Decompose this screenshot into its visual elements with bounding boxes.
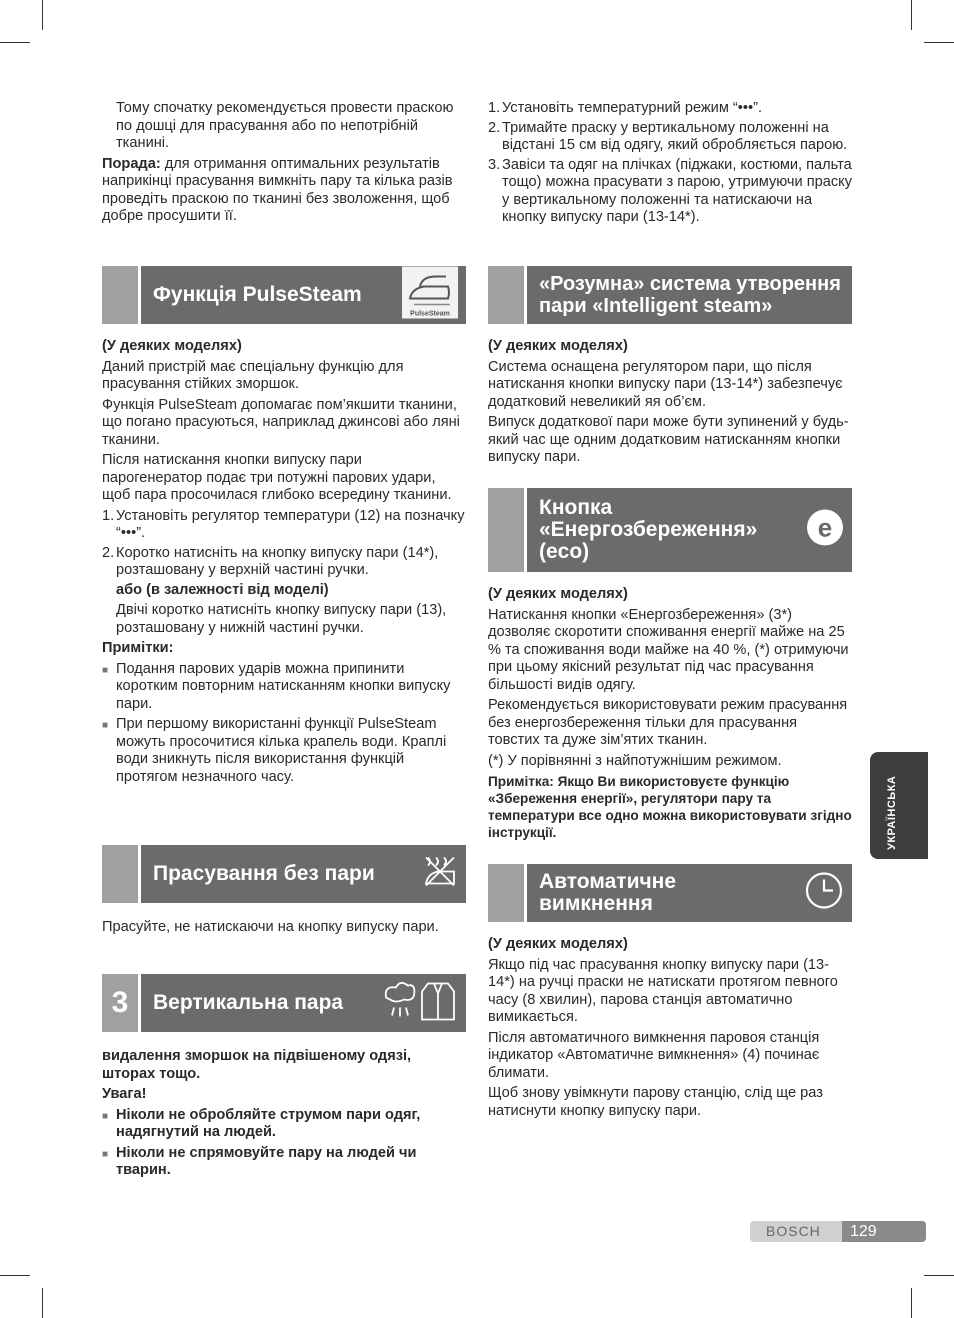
crop-mark — [924, 42, 954, 43]
paragraph: (*) У порівнянні з найпотужнішим режимом. — [488, 752, 782, 769]
lead-text: видалення зморшок на підвішеному одязі, шторах тощо. — [102, 1048, 412, 1082]
section-header — [488, 864, 852, 922]
section-title: «Розумна» система утворення пари «Intelligent steam» — [539, 273, 841, 317]
paragraph: Натискання кнопки «Енергозбереження» (3*) дозволяє скоротити споживання енергії майже на 25 % та споживання води майже на 40 %, (*) отримуючи при цьому якісний результат під час прасування більшості видів одягу. — [488, 606, 849, 693]
section-tab — [488, 266, 524, 324]
no-steam-icon — [422, 854, 458, 895]
tip-label: Порада: — [102, 155, 161, 172]
some-models-label: (У деяких моделях) — [488, 586, 628, 602]
intelligent-steam-section — [488, 266, 852, 470]
paragraph: Випуск додаткової пари може бути зупинений у будь-який час ще одним додатковим натисканням кнопки випуску пари. — [488, 414, 849, 465]
list-item: 1. Установіть температурний режим “•••”. — [488, 100, 763, 116]
notes-label: Примітки: — [102, 640, 174, 656]
section-header — [488, 488, 852, 572]
crop-mark — [924, 1275, 954, 1276]
vertical-steam-section — [102, 974, 466, 1183]
paragraph: Щоб знову увімкнути парову станцію, слід ще раз натиснути кнопку випуску пари. — [488, 1085, 823, 1119]
pulsesteam-icon-label: PulseSteam — [410, 310, 450, 318]
section-title: Кнопка «Енергозбереження» (eco) — [539, 496, 758, 563]
some-models-label: (У деяких моделях) — [488, 936, 628, 952]
page-number: 129 — [842, 1221, 926, 1242]
tip-paragraph — [102, 156, 466, 226]
auto-off-section — [488, 864, 852, 1123]
language-tab-label: УКРАЇНСЬКА — [886, 775, 898, 850]
section-tab — [488, 488, 524, 572]
section-header — [102, 974, 466, 1032]
section-header — [102, 845, 466, 903]
section-header — [488, 266, 852, 324]
crop-mark — [911, 0, 912, 30]
section-number: 3 — [102, 974, 138, 1032]
crop-mark — [0, 1275, 30, 1276]
section-tab — [102, 266, 138, 324]
footer-bar — [750, 1221, 926, 1242]
section-title-bar — [141, 974, 466, 1032]
svg-text:e: e — [817, 512, 833, 543]
crop-mark — [42, 0, 43, 30]
section-title-bar — [141, 845, 466, 903]
section-title: Автоматичне вимкнення — [539, 870, 677, 915]
section-title-bar — [527, 266, 852, 324]
paragraph: Якщо під час прасування кнопку випуску пари (13-14*) на ручці праски не натискати протягом певного часу (8 хвилин), парова станція автоматично вимикається. — [488, 956, 838, 1025]
right-column — [488, 100, 852, 229]
some-models-label: (У деяких моделях) — [102, 338, 242, 354]
tip-text: для отримання оптимальних результатів наприкінці прасування вимкніть пару та кілька разів проведіть праскою по тканині без зволоження, щоб добре просушити її. — [102, 155, 453, 224]
list-item: 2. Коротко натисніть на кнопку випуску пари (14*), розташовану у верхній частині ручки. — [102, 544, 439, 578]
brand-name: BOSCH — [766, 1223, 821, 1239]
list-item: ■ При першому використанні функції PulseSteam можуть просочитися кілька крапель води. Краплі води зникнуть після використання функцій протягом незначного часу. — [102, 716, 447, 785]
section-tab — [488, 864, 524, 922]
list-item: 1. Установіть регулятор температури (12) на позначку “•••”. — [102, 507, 465, 541]
section-title: Прасування без пари — [153, 862, 375, 885]
paragraph: Функція PulseSteam допомагає пом’якшити тканини, що погано прасуються, наприклад джинсові або ляні тканини. — [102, 396, 460, 448]
some-models-label: (У деяких моделях) — [488, 338, 628, 354]
pulsesteam-icon — [402, 267, 458, 324]
paragraph: Після автоматичного вимкнення паровоя станція індикатор «Автоматичне вимкнення» (4) починає блимати. — [488, 1029, 820, 1081]
section-header — [102, 266, 466, 324]
vertical-steam-icon — [382, 980, 458, 1027]
section-tab — [102, 845, 138, 903]
crop-mark — [42, 1288, 43, 1318]
left-column — [102, 100, 466, 229]
or-label: або (в залежності від моделі) — [116, 581, 329, 598]
section-title-bar — [141, 266, 466, 324]
crop-mark — [0, 42, 30, 43]
paragraph: Після натискання кнопки випуску пари парогенератор подає три потужні парових удари, щоб пара просочилася глибоко всередину тканини. — [102, 452, 452, 503]
intro-text: Тому спочатку рекомендується провести праскою по дошці для прасування або по непотрібній тканині. — [116, 100, 454, 151]
list-item: ■ Подання парових ударів можна припинити коротким повторним натисканням кнопки випуску пари. — [102, 660, 451, 712]
paragraph: Прасуйте, не натискаючи на кнопку випуску пари. — [102, 919, 439, 935]
clock-icon — [804, 871, 844, 916]
list-item: 3. Завіси та одяг на плічках (піджаки, костюми, пальта тощо) можна прасувати з парою, утримуючи праску у вертикальному положенні та натискаючи на кнопку випуску пари (13-14*). — [488, 156, 853, 225]
section-title: Вертикальна пара — [153, 991, 344, 1014]
paragraph: Даний пристрій має спеціальну функцію для прасування стійких зморшок. — [102, 358, 404, 392]
eco-icon — [806, 509, 844, 552]
list-item: ■ Ніколи не спрямовуйте пару на людей чи тварин. — [102, 1144, 417, 1178]
eco-section — [488, 488, 852, 844]
paragraph: Рекомендується використовувати режим прасування без енергозбереження тільки для прасування товстих та дуже зім’ятих тканин. — [488, 697, 848, 748]
warning-label: Увага! — [102, 1086, 147, 1102]
section-title: Функція PulseSteam — [153, 283, 362, 306]
section-title-bar — [527, 864, 852, 922]
list-item: ■ Ніколи не обробляйте струмом пари одяг, надягнутий на людей. — [102, 1106, 421, 1140]
language-tab — [870, 752, 928, 859]
dry-ironing-section — [102, 845, 466, 940]
pulsesteam-section — [102, 266, 466, 789]
or-text: Двічі коротко натисніть кнопку випуску пари (13), розташовану у нижній частині ручки. — [116, 602, 447, 636]
list-item: 2. Тримайте праску у вертикальному положенні на відстані 15 см від одягу, який обробляється парою. — [488, 119, 848, 153]
eco-note: Примітка: Якщо Ви використовуєте функцію «Збереження енергії», регулятори пару та температури все одно можна використовувати згідно інструкції. — [488, 774, 852, 840]
crop-mark — [911, 1288, 912, 1318]
section-title-bar — [527, 488, 852, 572]
paragraph: Система оснащена регулятором пари, що після натискання кнопки випуску пари (13-14*) забезпечує додатковий невеликий яя об’єм. — [488, 358, 843, 410]
